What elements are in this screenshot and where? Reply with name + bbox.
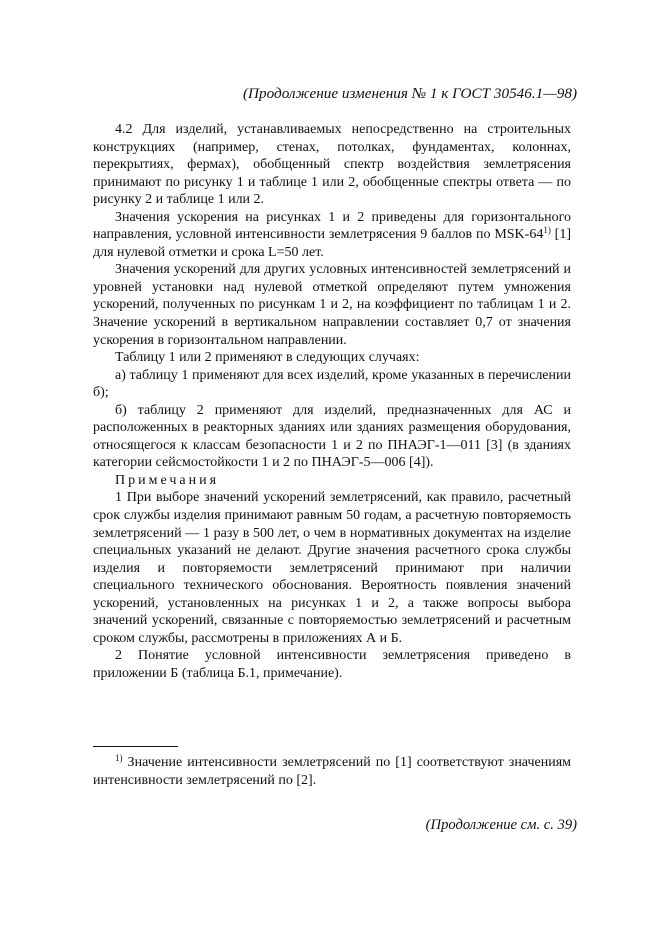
footnote-marker: 1): [543, 225, 551, 236]
footnote-marker-label: 1): [115, 753, 123, 763]
paragraph-acceleration-values-tail: [1] для нулевой отметки и срока L=50 лет.: [93, 227, 571, 260]
paragraph-acceleration-values-text: Значения ускорения на рисунках 1 и 2 приведены для горизонтального направления, условной интенсивности землетрясения 9 баллов по MSK-64: [93, 209, 571, 243]
notes-heading: Примечания: [115, 472, 220, 488]
list-item-a: а) таблицу 1 применяют для всех изделий, кроме указанных в перечислении б);: [93, 367, 571, 401]
note-2: 2 Понятие условной интенсивности землетрясения приведено в приложении Б (таблица Б.1, примечание).: [93, 648, 571, 681]
footnote: [93, 754, 571, 790]
page-header-continuation: (Продолжение изменения № 1 к ГОСТ 30546.1—98): [243, 85, 577, 102]
footnote-divider: [93, 746, 178, 747]
paragraph-acceleration-values: [93, 209, 571, 262]
note-1: 1 При выборе значений ускорений землетрясений, как правило, расчетный срок службы изделия принимают равным 50 годам, а расчетную повторяемость землетрясений — 1 разу в 500 лет, о чем в нормативных документах на изделие специальных указаний не делают. Другие значения расчетного срока службы изделия и повторяемости землетрясений принимают при наличии специального технического обоснования. Вероятность появления значений ускорений, установленных на рисунках 1 и 2, а также вопросы выбора значений ускорений, связанные с повторяемостью землетрясений и расчетным сроком службы, рассмотрены в приложениях А и Б.: [93, 490, 571, 646]
footnote-text: Значение интенсивности землетрясений по [1] соответствуют значениям интенсивности землетрясений по [2].: [93, 755, 571, 788]
page-continuation-note: (Продолжение см. с. 39): [425, 817, 577, 833]
paragraph-other-intensities: Значения ускорений для других условных интенсивностей землетрясений и уровней установки над нулевой отметкой определяют путем умножения ускорений, полученных по рисункам 1 и 2, на коэффициент по таблицам 1 и 2. Значение ускорений в вертикальном направлении составляет 0,7 от значения ускорения в горизонтальном направлении.: [93, 262, 571, 348]
paragraph-4-2: 4.2 Для изделий, устанавливаемых непосредственно на строительных конструкциях (например, стенах, потолках, фундаментах, колоннах, перекрытиях, фермах), обобщенный спектр воздействия землетрясения принимают по рисунку 1 и таблице 1 или 2, обобщенные спектры ответа — по рисунку 2 и таблице 1 или 2.: [93, 122, 571, 208]
list-item-b: б) таблицу 2 применяют для изделий, предназначенных для АС и расположенных в реакторных зданиях или зданиях размещения оборудования, относящегося к классам безопасности 1 и 2 по ПНАЭГ-1—011 [3] (в зданиях категории сейсмостойкости 1 и 2 по ПНАЭГ-5—006 [4]).: [93, 402, 571, 471]
paragraph-table-usage: Таблицу 1 или 2 применяют в следующих случаях:: [115, 350, 420, 366]
document-body: [93, 121, 571, 683]
